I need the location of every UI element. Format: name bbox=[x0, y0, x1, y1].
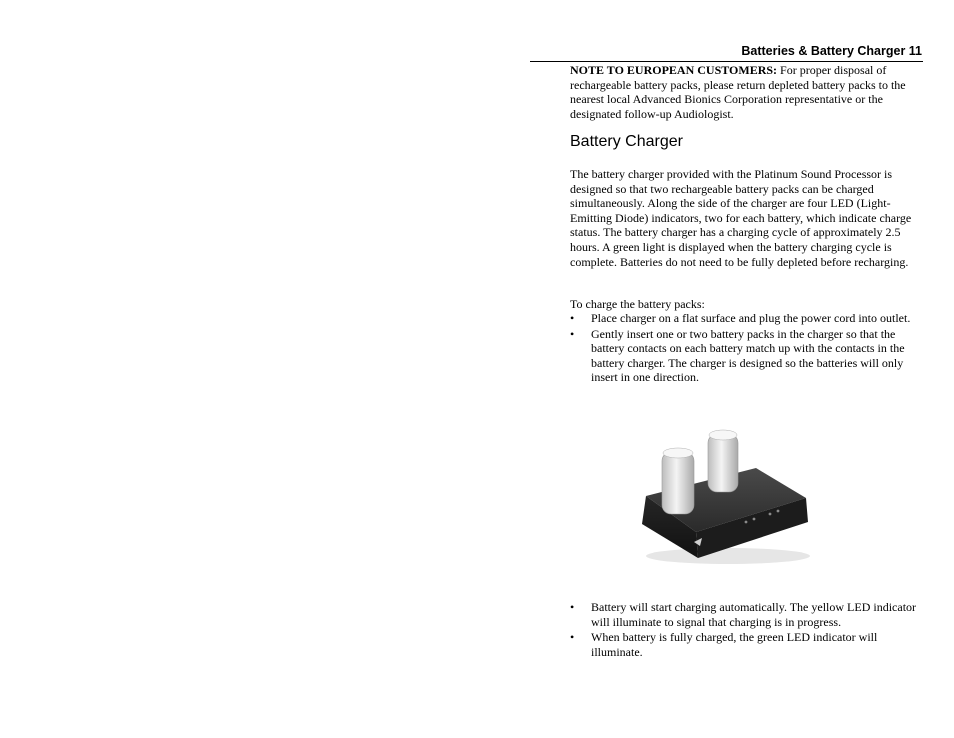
european-note bbox=[570, 63, 925, 121]
list-item-text: Battery will start charging automatically. The yellow LED indicator will illuminate to signal that charging is in progress. bbox=[591, 600, 917, 629]
bullet: • bbox=[570, 600, 575, 614]
list-item-text: Gently insert one or two battery packs in the charger so that the battery contacts on each battery match up with the contacts in the battery charger. The charger is designed so the batteries will only insert in one direction. bbox=[591, 326, 905, 385]
battery-charger-photo bbox=[636, 426, 812, 566]
section-title: Battery Charger bbox=[570, 133, 683, 150]
header-rule bbox=[530, 61, 923, 62]
steps-lead: To charge the battery packs: bbox=[570, 297, 705, 311]
bullet: • bbox=[570, 311, 575, 325]
list-item bbox=[570, 600, 925, 629]
intro-paragraph: The battery charger provided with the Platinum Sound Processor is designed so that two rechargeable battery packs can be charged simultaneously. Along the side of the charger are four LED (Light-Emitting Diode) indicators, two for each battery, which indicate charge status. The battery charger has a charging cycle of approximately 2.5 hours. A green light is displayed when the battery charging cycle is complete. Batteries do not need to be fully depleted before recharging. bbox=[570, 167, 912, 269]
bullet: • bbox=[570, 630, 575, 645]
steps-list-a bbox=[570, 311, 925, 386]
list-item bbox=[570, 327, 925, 385]
note-label: NOTE TO EUROPEAN CUSTOMERS: bbox=[570, 63, 778, 77]
list-item-text: When battery is fully charged, the green LED indicator will illuminate. bbox=[591, 630, 878, 659]
steps-list-b bbox=[570, 600, 925, 660]
note-text: For proper disposal of rechargeable battery packs, please return depleted battery packs to the nearest local Advanced Bionics Corporation representative or the designated follow-up Audiologist. bbox=[570, 63, 906, 121]
list-item bbox=[570, 630, 925, 659]
list-item bbox=[570, 311, 925, 326]
list-item-text: Place charger on a flat surface and plug the power cord into outlet. bbox=[591, 311, 911, 325]
page-header: Batteries & Battery Charger 11 bbox=[741, 44, 922, 58]
battery-charger-illustration bbox=[636, 426, 812, 566]
bullet: • bbox=[570, 326, 575, 341]
